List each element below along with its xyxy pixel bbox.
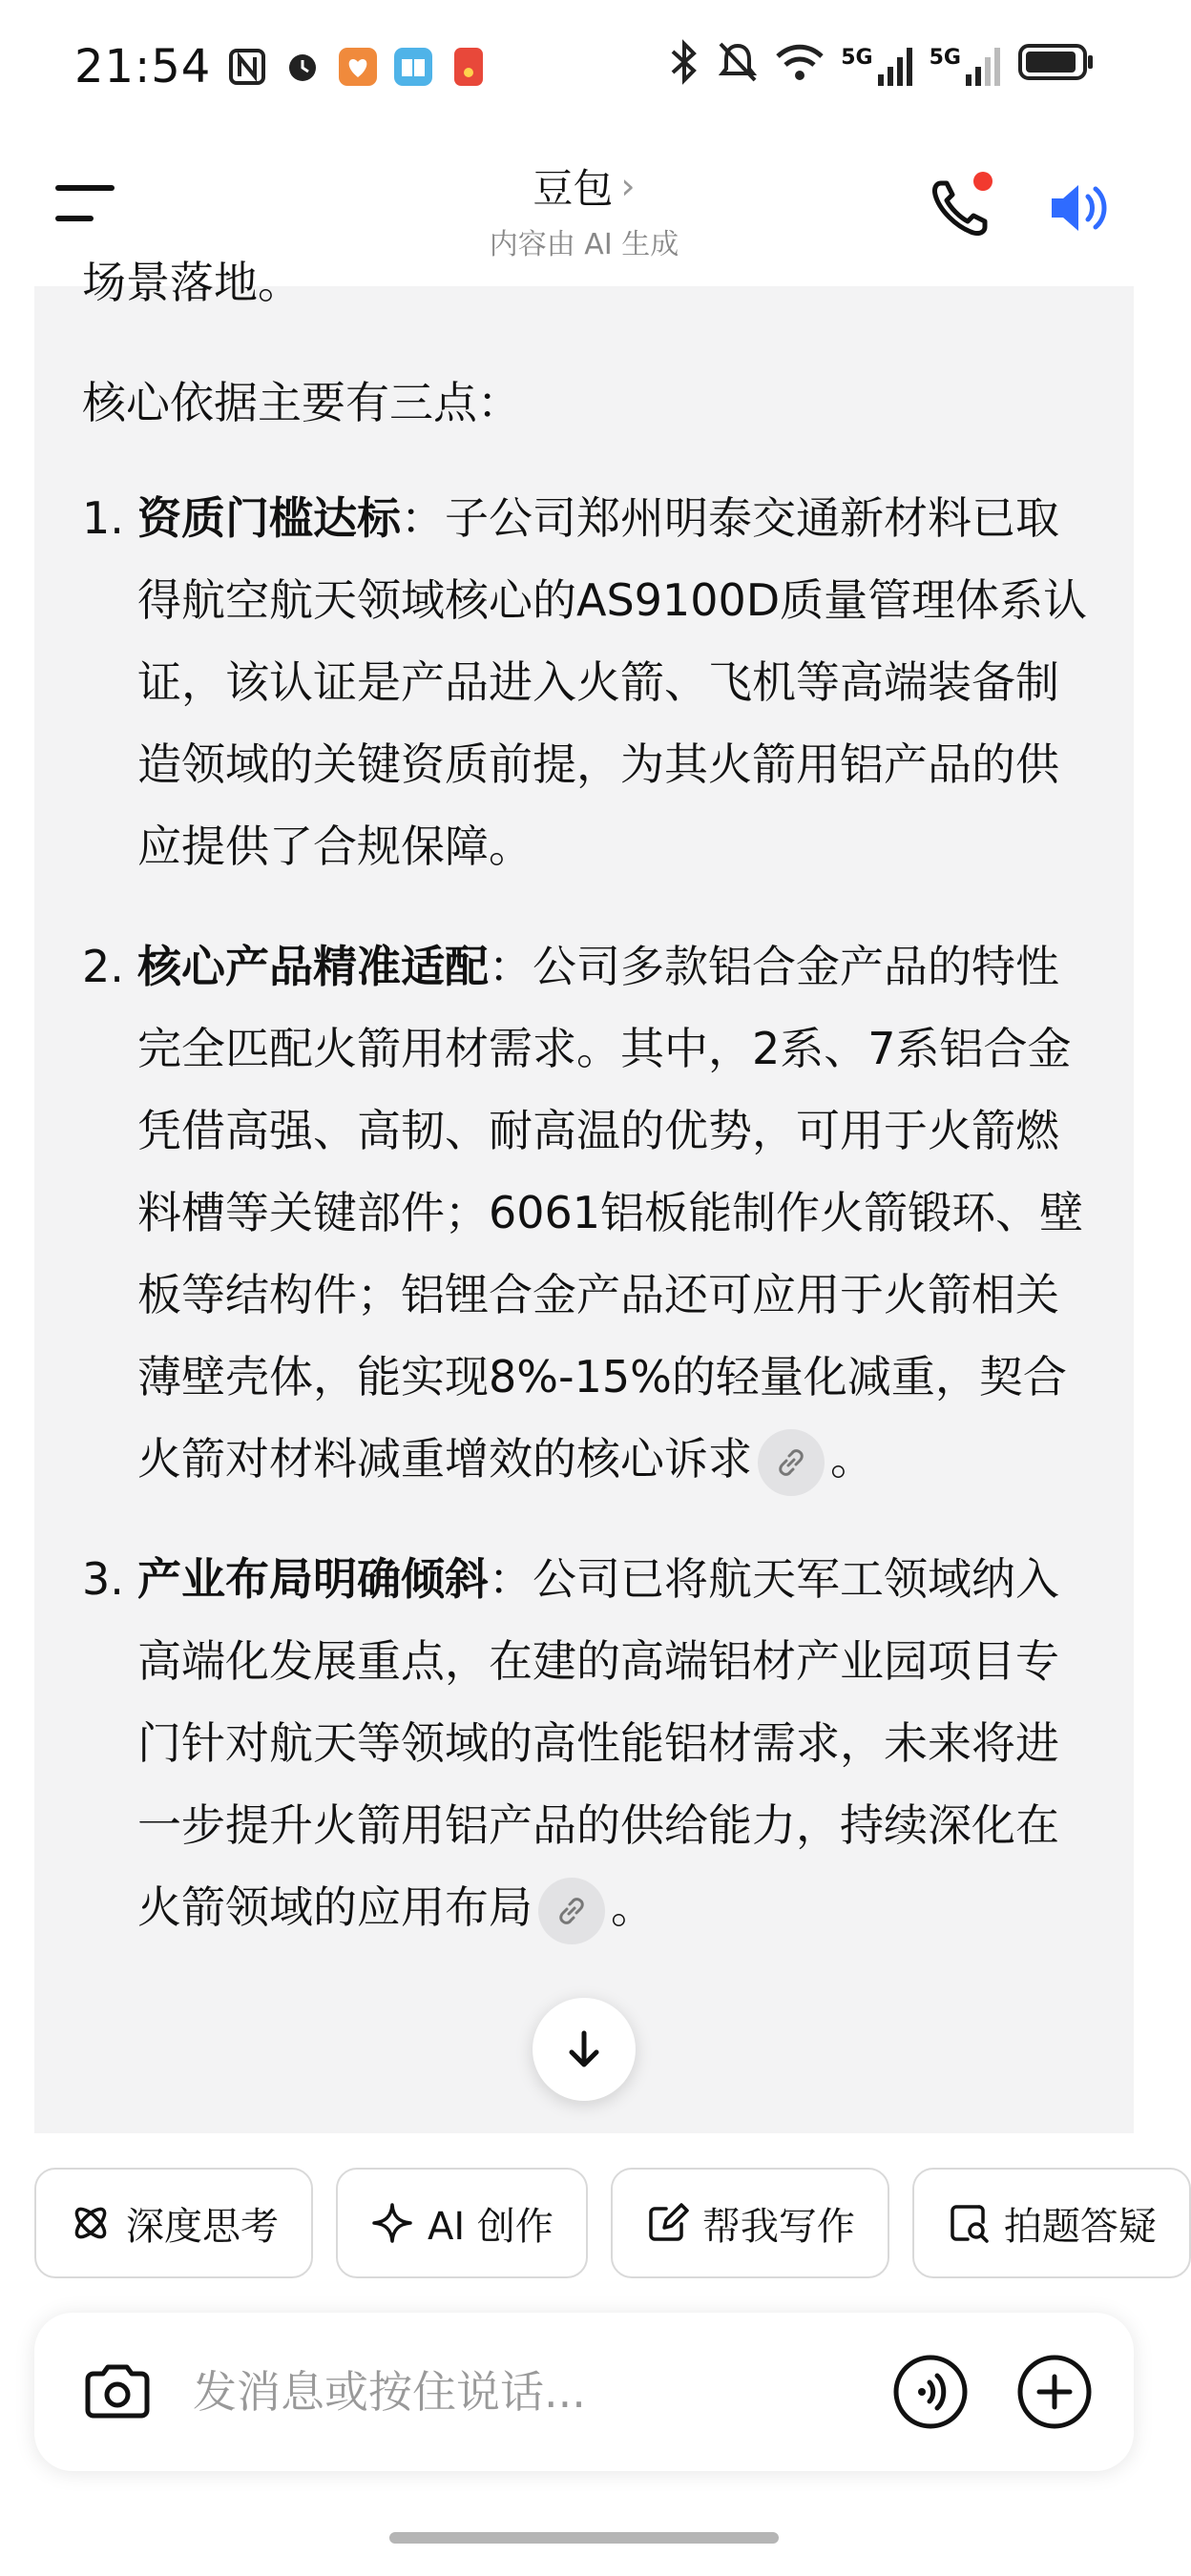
chip-label: 拍题答疑 <box>1003 2204 1157 2249</box>
item-number: 1. <box>82 492 124 544</box>
speaker-button[interactable] <box>1042 170 1118 246</box>
camera-button[interactable] <box>76 2351 158 2433</box>
item-heading: 核心产品精准适配 <box>137 941 489 992</box>
item-body <box>137 477 1092 887</box>
mute-icon <box>717 40 759 94</box>
home-indicator[interactable] <box>389 2532 779 2544</box>
reason-list <box>82 477 1103 1986</box>
item-number: 2. <box>82 941 124 992</box>
chip-deep-think[interactable] <box>34 2168 313 2278</box>
signal-5g-icon: 5G <box>841 46 913 88</box>
citation-link-icon[interactable] <box>538 1878 605 1944</box>
notify-dot <box>973 172 992 191</box>
quick-actions <box>34 2168 1168 2278</box>
red-app-icon <box>449 48 488 86</box>
camera-icon <box>76 2351 158 2433</box>
title-row[interactable] <box>490 157 679 215</box>
item-number: 3. <box>82 1553 124 1605</box>
scroll-to-bottom-button[interactable] <box>533 1998 636 2101</box>
book-app-icon <box>394 48 432 86</box>
item-text: ：公司已将航天军工领域纳入高端化发展重点，在建的高端铝材产业园项目专门针对航天等领域的高性能铝材需求，未来将进一步提升火箭用铝产品的供给能力，持续深化在火箭领域的应用布局 <box>137 1553 1059 1933</box>
list-item <box>82 477 1103 887</box>
input-bar <box>34 2313 1134 2471</box>
status-bar <box>0 0 1168 134</box>
chip-ai-create[interactable] <box>336 2168 588 2278</box>
bluetooth-icon <box>667 40 701 94</box>
item-body <box>137 925 1092 1500</box>
status-right <box>667 40 1094 94</box>
edit-icon <box>645 2201 689 2245</box>
chevron-right-icon: › <box>620 165 636 207</box>
menu-line <box>55 216 94 221</box>
item-heading: 资质门槛达标 <box>137 492 401 544</box>
message-intro: 核心依据主要有三点： <box>82 377 521 428</box>
wifi-icon <box>774 41 825 93</box>
signal-5g-icon-2: 5G <box>930 46 1002 88</box>
bot-title: 豆包 <box>533 165 614 212</box>
photo-question-icon <box>947 2201 991 2245</box>
status-left <box>74 40 488 93</box>
citation-link-icon[interactable] <box>758 1429 825 1496</box>
item-tail: 。 <box>611 1881 655 1933</box>
menu-line <box>55 185 115 191</box>
speaker-icon <box>1042 170 1118 246</box>
chip-help-write[interactable] <box>611 2168 889 2278</box>
voice-wave-icon <box>889 2351 972 2433</box>
phone-call-button[interactable] <box>924 170 1000 246</box>
voice-call-button[interactable] <box>889 2351 972 2433</box>
status-time: 21:54 <box>74 40 212 93</box>
list-item <box>82 925 1103 1500</box>
item-text: ：公司多款铝合金产品的特性完全匹配火箭用材需求。其中，2系、7系铝合金凭借高强、高韧、耐高温的优势，可用于火箭燃料槽等关键部件；6061铝板能制作火箭锻环、壁板等结构件；铝锂合金产品还可应用于火箭相关薄壁壳体，能实现8%-15%的轻量化减重，契合火箭对材料减重增效的核心诉求 <box>137 941 1084 1485</box>
ai-disclaimer: 内容由 AI 生成 <box>489 228 679 261</box>
item-tail: 。 <box>830 1433 874 1485</box>
plus-icon <box>1013 2351 1096 2433</box>
phone-icon <box>924 170 1000 246</box>
n-icon <box>228 48 266 86</box>
alarm-icon <box>283 48 322 86</box>
title-area[interactable] <box>490 157 679 262</box>
arrow-down-icon <box>560 2025 608 2073</box>
atom-icon <box>69 2201 113 2245</box>
item-body <box>137 1538 1092 1948</box>
chip-label: 帮我写作 <box>701 2204 855 2249</box>
chip-label: 深度思考 <box>126 2204 279 2249</box>
heart-app-icon <box>339 48 377 86</box>
list-item <box>82 1538 1103 1948</box>
chip-photo-question[interactable] <box>912 2168 1191 2278</box>
clipped-text: 场景落地。 <box>82 257 302 308</box>
item-text: ：子公司郑州明泰交通新材料已取得航空航天领域核心的AS9100D质量管理体系认证，该认证是产品进入火箭、飞机等高端装备制造领域的关键资质前提，为其火箭用铝产品的供应提供了合规保障。 <box>137 492 1088 872</box>
item-heading: 产业布局明确倾斜 <box>137 1553 489 1605</box>
more-options-button[interactable] <box>1013 2351 1096 2433</box>
battery-icon <box>1017 41 1094 93</box>
sparkle-icon <box>370 2201 414 2245</box>
assistant-message <box>34 257 1134 2133</box>
message-input[interactable] <box>193 2351 861 2433</box>
menu-button[interactable] <box>55 181 116 229</box>
chip-label: AI 创作 <box>428 2204 554 2249</box>
